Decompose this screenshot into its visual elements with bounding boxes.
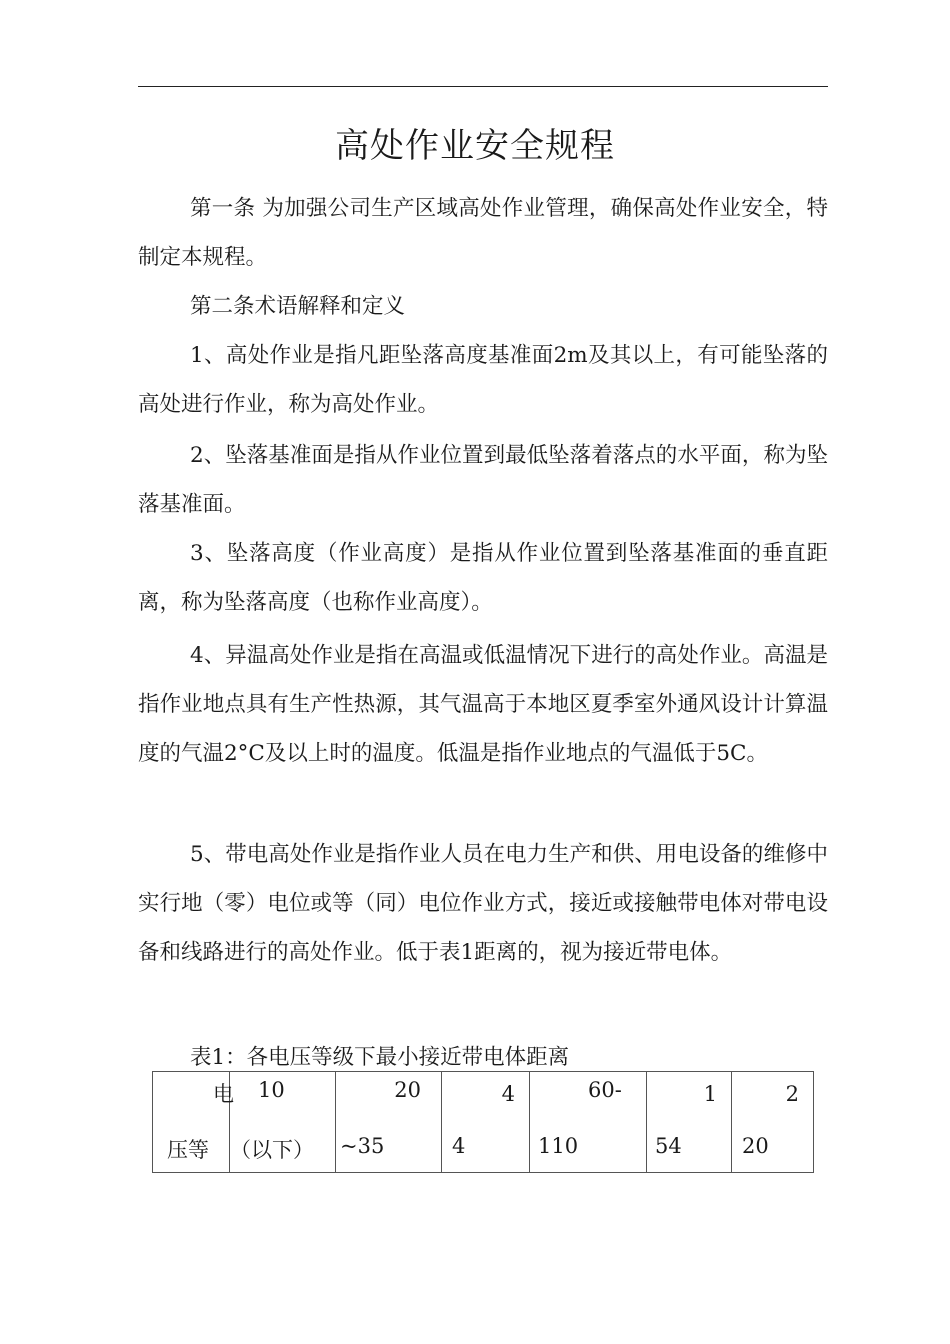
table-cell	[336, 1072, 442, 1173]
cell-bottom-text: 110	[538, 1134, 579, 1158]
table-header-cell	[153, 1072, 234, 1173]
definition-2-paragraph: 2、坠落基准面是指从作业位置到最低坠落着落点的水平面，称为坠落基准面。	[138, 443, 828, 517]
cell-bottom-text: ~35	[340, 1134, 385, 1158]
article-1-paragraph: 第一条 为加强公司生产区域高处作业管理，确保高处作业安全，特制定本规程。	[138, 196, 828, 270]
cell-bottom-text: （以下）	[230, 1138, 314, 1162]
cell-top-text: 1	[703, 1082, 717, 1106]
voltage-distance-table	[152, 1071, 814, 1173]
cell-top-text: 20	[394, 1078, 421, 1102]
definition-5-paragraph: 5、带电高处作业是指作业人员在电力生产和供、用电设备的维修中实行地（零）电位或等（同）电位作业方式，接近或接触带电体对带电设备和线路进行的高处作业。低于表1距离的，视为接近带电体。	[138, 842, 828, 965]
table-cell	[530, 1072, 647, 1173]
table-cell	[230, 1072, 336, 1173]
cell-top-text: 10	[258, 1078, 285, 1102]
table-cell	[732, 1072, 814, 1173]
cell-top-text: 4	[501, 1082, 515, 1106]
header-top-text: 电	[213, 1082, 234, 1106]
document-title: 高处作业安全规程	[335, 126, 615, 166]
definition-4-paragraph: 4、异温高处作业是指在高温或低温情况下进行的高处作业。高温是指作业地点具有生产性热源，其气温高于本地区夏季室外通风设计计算温度的气温2°C及以上时的温度。低温是指作业地点的气温低于5C。	[138, 643, 828, 766]
cell-top-text: 2	[785, 1082, 799, 1106]
table-caption: 表1：各电压等级下最小接近带电体距离	[190, 1045, 570, 1070]
header-rule	[138, 86, 828, 87]
cell-bottom-text: 4	[452, 1134, 466, 1158]
table-cell	[647, 1072, 732, 1173]
definition-1-paragraph: 1、高处作业是指凡距坠落高度基准面2m及其以上，有可能坠落的高处进行作业，称为高处作业。	[138, 343, 828, 417]
cell-bottom-text: 20	[742, 1134, 769, 1158]
table-row	[153, 1072, 814, 1173]
article-2-heading: 第二条术语解释和定义	[190, 294, 406, 319]
table-cell	[442, 1072, 530, 1173]
definition-3-paragraph: 3、坠落高度（作业高度）是指从作业位置到坠落基准面的垂直距离，称为坠落高度（也称作业高度）。	[138, 541, 828, 615]
cell-bottom-text: 54	[655, 1134, 682, 1158]
cell-top-text: 60-	[588, 1078, 622, 1102]
header-bottom-text: 压等	[167, 1138, 209, 1162]
